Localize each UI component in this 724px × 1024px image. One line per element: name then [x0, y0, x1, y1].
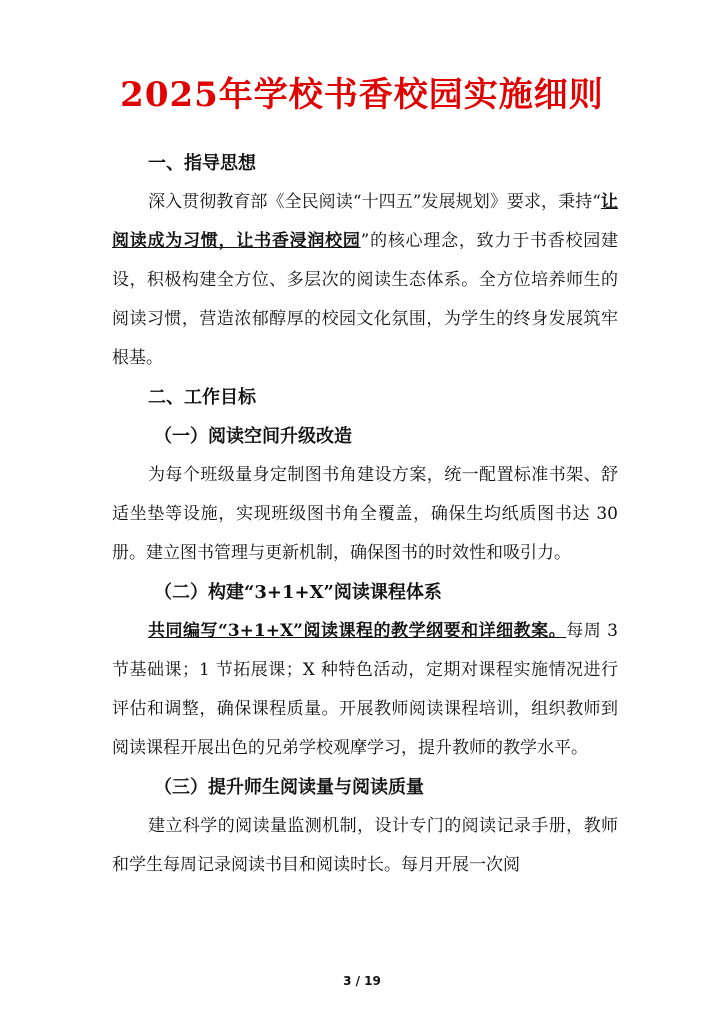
subsection-heading-reading-space: （一）阅读空间升级改造	[154, 426, 352, 447]
paragraph-text: 深入贯彻教育部《全民阅读“十四五”发展规划》要求，秉持“	[148, 192, 601, 212]
paragraph-text: 每周 3 节基础课；1 节拓展课；X 种特色活动，定期对课程实施情况进行评估和调整，确保课程质量。开展教师阅读课程培训，组织教师到阅读课程开展出色的兄弟学校观摩学习，提升教师的教学水平。	[112, 621, 618, 758]
subsection-heading-reading-quality: （三）提升师生阅读量与阅读质量	[154, 777, 424, 798]
curriculum-paragraph	[112, 612, 618, 768]
subsection-heading-curriculum: （二）构建“3+1+X”阅读课程体系	[154, 582, 442, 603]
section-heading-work-goals: 二、工作目标	[148, 387, 256, 408]
curriculum-lead-emphasis: 共同编写“3+1+X”阅读课程的教学纲要和详细教案。	[148, 621, 567, 641]
document-body	[112, 144, 618, 885]
page-number: 3 / 19	[343, 974, 381, 988]
reading-quality-paragraph: 建立科学的阅读量监测机制，设计专门的阅读记录手册，教师和学生每周记录阅读书目和阅读时长。每月开展一次阅	[112, 816, 618, 875]
document-title: 2025年学校书香校园实施细则	[120, 75, 604, 115]
section-heading-guiding-ideology: 一、指导思想	[148, 153, 256, 174]
core-concept-emphasis: 让阅读成为习惯，让书香浸润校园	[112, 192, 619, 251]
guiding-ideology-paragraph	[112, 183, 618, 378]
paragraph-text: ”的核心理念，致力于书香校园建设，积极构建全方位、多层次的阅读生态体系。全方位培养师生的阅读习惯，营造浓郁醇厚的校园文化氛围，为学生的终身发展筑牢根基。	[112, 231, 618, 368]
reading-space-paragraph: 为每个班级量身定制图书角建设方案，统一配置标准书架、舒适坐垫等设施，实现班级图书角全覆盖，确保生均纸质图书达 30 册。建立图书管理与更新机制，确保图书的时效性和吸引力。	[112, 465, 618, 563]
